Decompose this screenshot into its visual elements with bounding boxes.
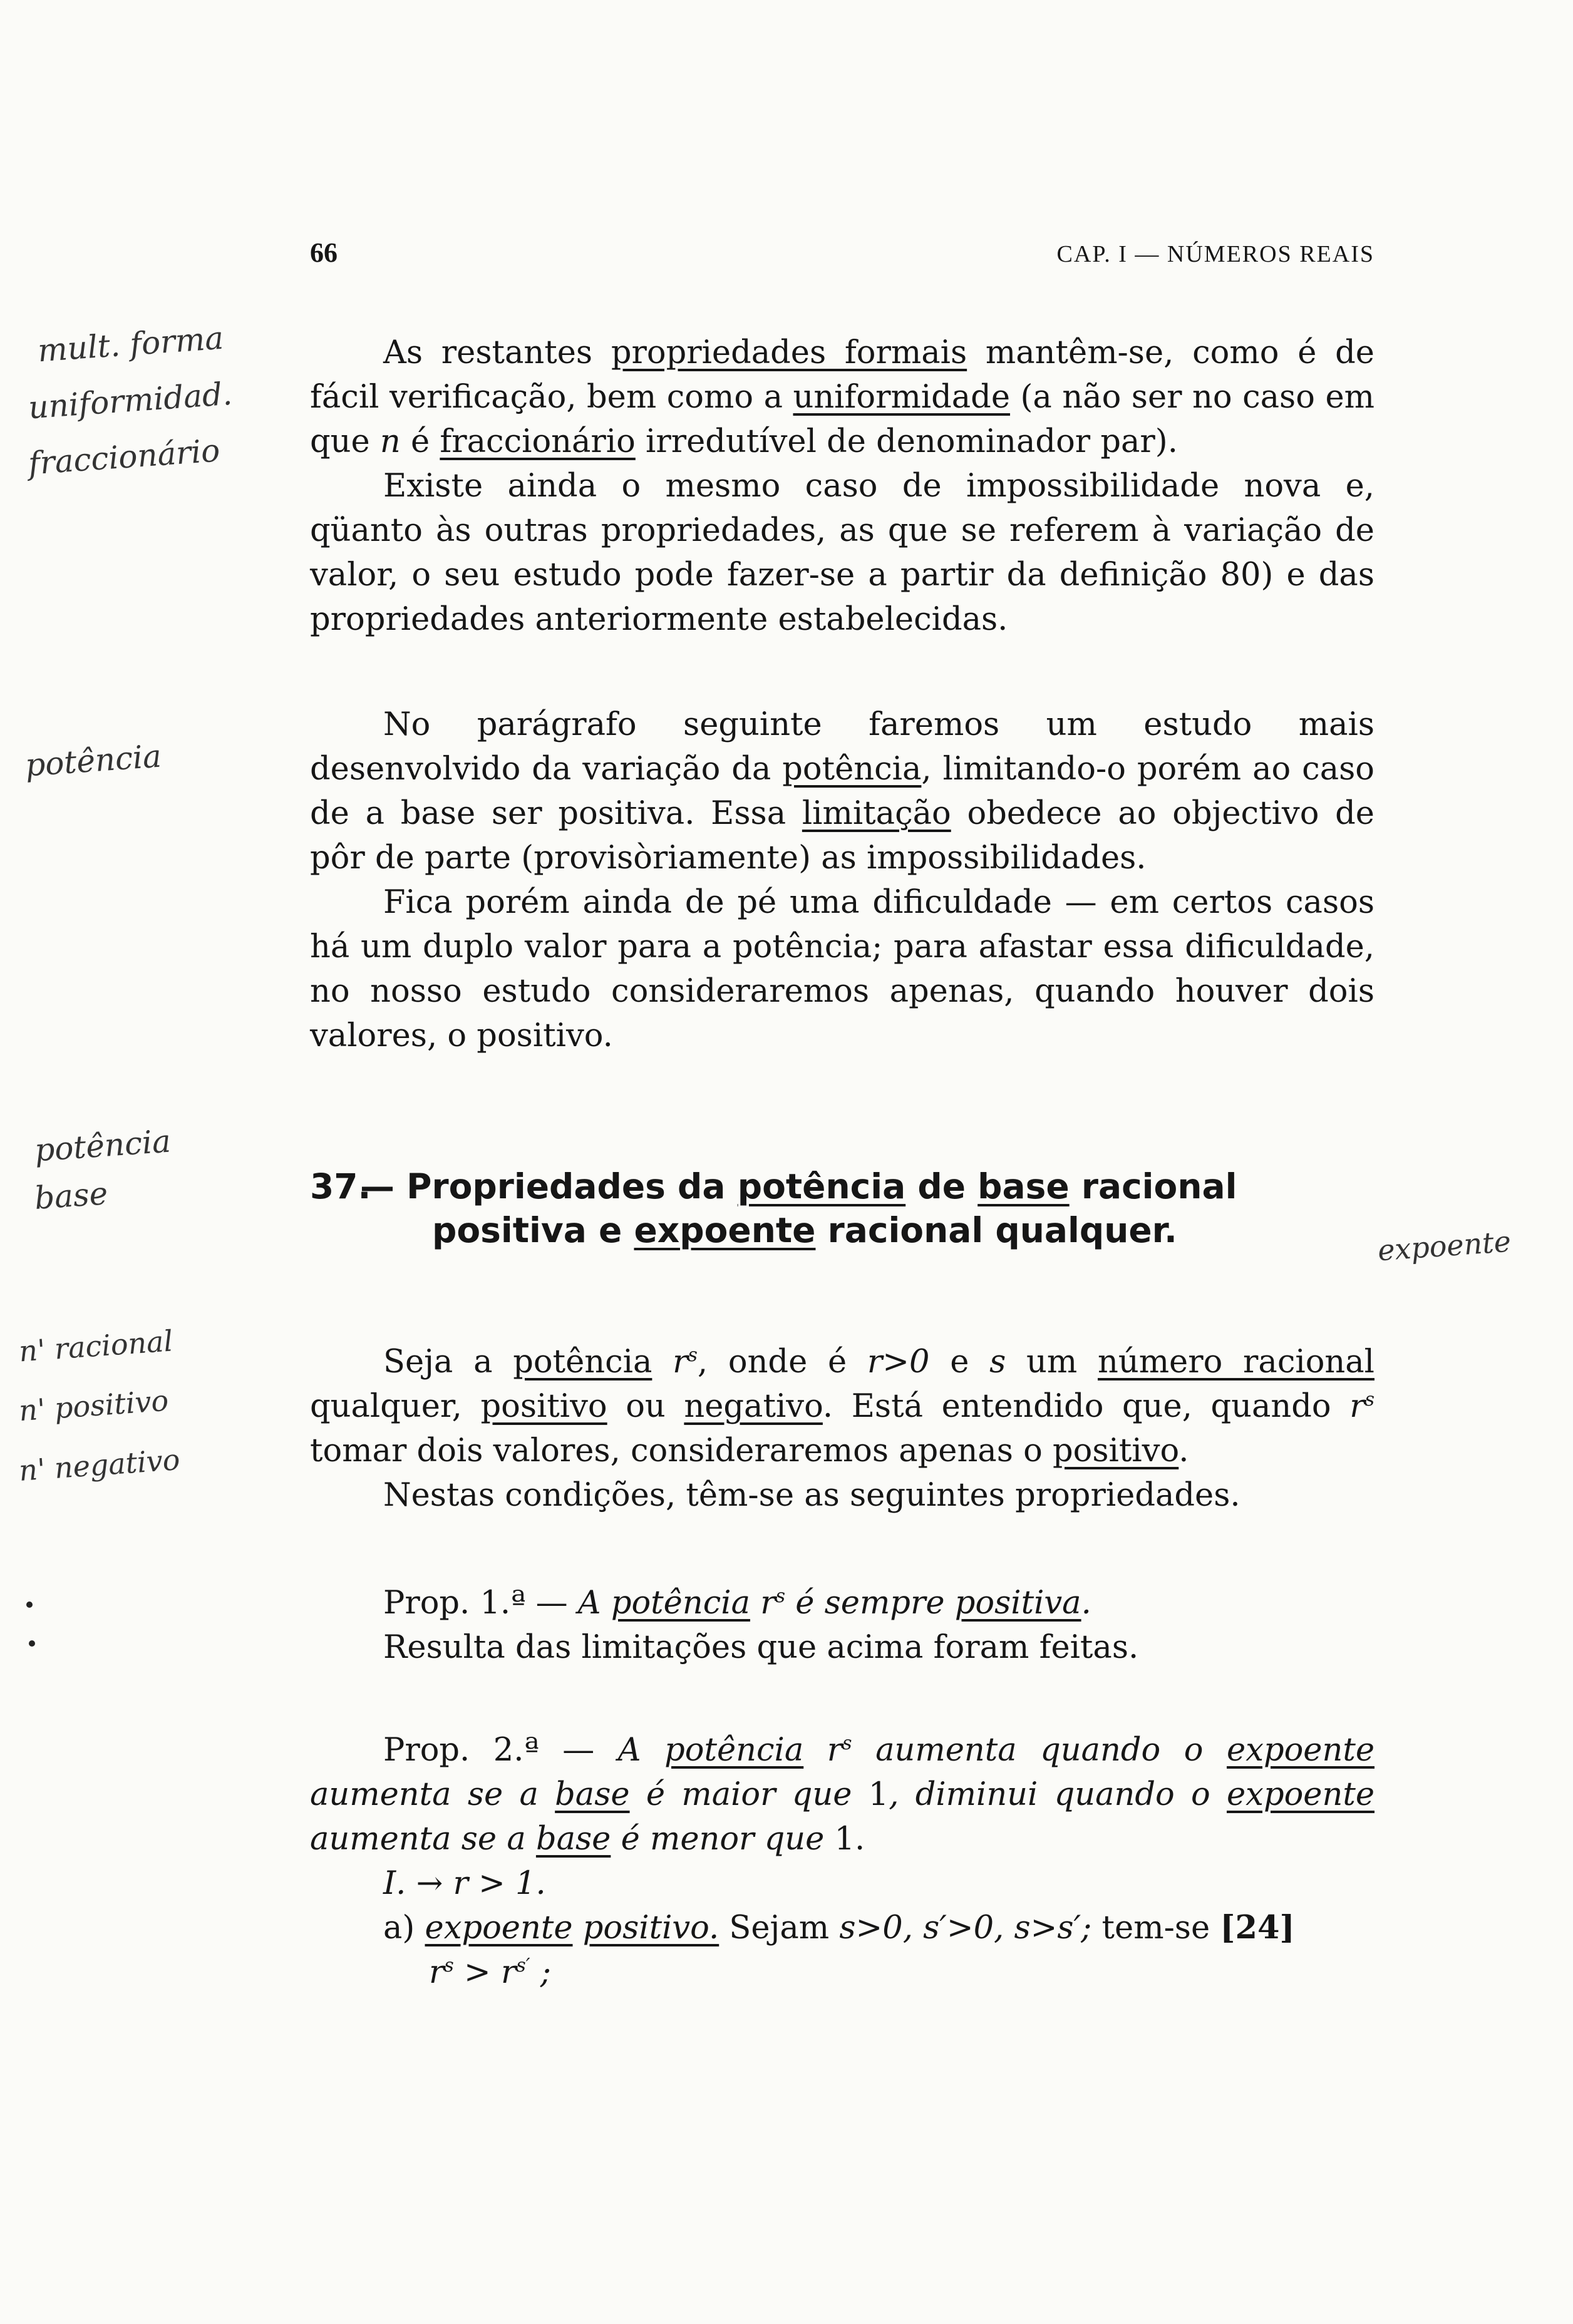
chapter-title: CAP. I — NÚMEROS REAIS	[1056, 241, 1374, 267]
margin-note-power-2: potência	[33, 1123, 172, 1169]
margin-note-base: base	[33, 1175, 109, 1217]
formula: $r^s > r^{s'}$ ;	[429, 1954, 551, 1991]
proposition-1	[310, 1581, 1374, 1670]
paragraph: No parágrafo seguinte faremos um estudo mais desenvolvido da variação da potência, limitando-o porém ao caso de a base ser positiva. Essa limitação obedece ao objectivo de pôr de parte (provisòriamente) as impossibilidades.	[310, 706, 1374, 877]
running-header	[310, 237, 1374, 274]
paragraph: Resulta das limitações que acima foram feitas.	[383, 1629, 1139, 1666]
margin-note-power: potência	[24, 738, 163, 784]
proposition-2	[310, 1728, 1374, 1995]
proposition-statement: Prop. 1.ª — A potência $r^s$ é sempre positiva.	[383, 1585, 1091, 1622]
text-block-1	[310, 331, 1374, 642]
margin-note-rational: n' racional	[18, 1324, 174, 1369]
text-block-3	[310, 1340, 1374, 1518]
margin-note-positive: n' positivo	[18, 1383, 170, 1428]
margin-note-uniformity: uniformidad.	[27, 375, 234, 426]
paragraph: Seja a potência $r^s$, onde é r>0 e s um número racional qualquer, positivo ou negativo. Está entendido que, quando $r^s$ tomar dois valores, consideraremos apenas o positivo.	[310, 1344, 1374, 1469]
margin-note-formal: mult. forma	[36, 319, 225, 369]
paragraph: Fica porém ainda de pé uma dificuldade — em certos casos há um duplo valor para a potência; para afastar essa dificuldade, no nosso estudo consideraremos apenas, quando houver dois valores, o positivo.	[310, 884, 1374, 1054]
case-a: a) expoente positivo. Sejam s>0, s′>0, s>s′; tem-se [24]	[383, 1909, 1295, 1946]
ink-dot	[26, 1602, 33, 1608]
case-label: I. → r > 1.	[383, 1865, 546, 1902]
section-heading: 37.— Propriedades da potência de base racional positiva e expoente racional qualquer.	[310, 1166, 1237, 1250]
paragraph: Nestas condições, têm-se as seguintes propriedades.	[383, 1477, 1240, 1514]
paragraph: Existe ainda o mesmo caso de impossibilidade nova e, qüanto às outras propriedades, as que se referem à variação de valor, o seu estudo pode fazer-se a partir da definição 80) e das propriedades anteriormente estabelecidas.	[310, 468, 1374, 638]
paragraph: As restantes propriedades formais mantêm-se, como é de fácil verificação, bem como a uniformidade (a não ser no caso em que n é fraccionário irredutível de denominador par).	[310, 334, 1374, 460]
text-block-2	[310, 702, 1374, 1058]
margin-note-exponent: expoente	[1376, 1224, 1512, 1268]
proposition-statement: Prop. 2.ª — A potência $r^s$ aumenta quando o expoente aumenta se a base é maior que 1, diminui quando o expoente aumenta se a base é menor que 1.	[310, 1732, 1375, 1858]
margin-note-fractional: fraccionário	[27, 432, 221, 482]
ink-dot	[29, 1640, 35, 1647]
margin-note-negative: n' negativo	[18, 1442, 182, 1488]
page-number: 66	[310, 237, 338, 268]
